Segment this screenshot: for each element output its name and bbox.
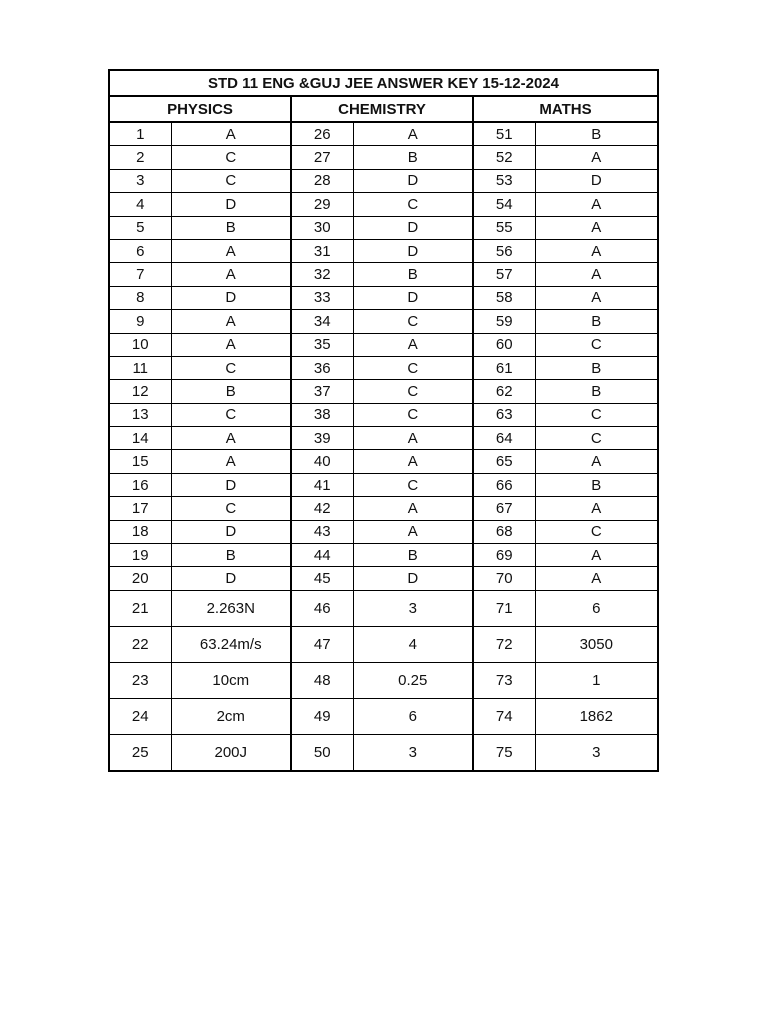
table-row [109, 216, 658, 239]
maths-answer: A [535, 193, 658, 216]
maths-answer: C [535, 520, 658, 543]
maths-question-number: 55 [473, 216, 535, 239]
table-row [109, 403, 658, 426]
table-row [109, 169, 658, 192]
maths-question-number: 53 [473, 169, 535, 192]
table-row [109, 662, 658, 698]
physics-question-number: 6 [109, 239, 171, 262]
maths-answer: B [535, 473, 658, 496]
chemistry-question-number: 48 [291, 662, 353, 698]
chemistry-question-number: 41 [291, 473, 353, 496]
physics-question-number: 12 [109, 380, 171, 403]
chemistry-question-number: 44 [291, 544, 353, 567]
maths-question-number: 74 [473, 698, 535, 734]
answer-key-table [108, 69, 659, 772]
maths-question-number: 71 [473, 590, 535, 626]
chemistry-answer: D [353, 567, 473, 590]
physics-question-number: 11 [109, 356, 171, 379]
table-row [109, 520, 658, 543]
physics-answer: A [171, 310, 291, 333]
maths-question-number: 59 [473, 310, 535, 333]
physics-question-number: 7 [109, 263, 171, 286]
chemistry-answer: 3 [353, 734, 473, 771]
maths-question-number: 51 [473, 122, 535, 146]
physics-answer: D [171, 286, 291, 309]
maths-question-number: 68 [473, 520, 535, 543]
table-row [109, 380, 658, 403]
physics-question-number: 5 [109, 216, 171, 239]
physics-question-number: 23 [109, 662, 171, 698]
chemistry-answer: C [353, 380, 473, 403]
table-row [109, 473, 658, 496]
maths-question-number: 73 [473, 662, 535, 698]
physics-question-number: 19 [109, 544, 171, 567]
physics-question-number: 16 [109, 473, 171, 496]
maths-answer: 1862 [535, 698, 658, 734]
maths-answer: B [535, 310, 658, 333]
maths-answer: 3050 [535, 626, 658, 662]
maths-answer: B [535, 122, 658, 146]
chemistry-answer: 0.25 [353, 662, 473, 698]
physics-question-number: 1 [109, 122, 171, 146]
physics-question-number: 20 [109, 567, 171, 590]
chemistry-question-number: 47 [291, 626, 353, 662]
maths-answer: B [535, 380, 658, 403]
maths-question-number: 57 [473, 263, 535, 286]
table-row [109, 427, 658, 450]
physics-answer: 200J [171, 734, 291, 771]
physics-question-number: 25 [109, 734, 171, 771]
physics-answer: B [171, 380, 291, 403]
maths-answer: A [535, 239, 658, 262]
answer-body [109, 122, 658, 771]
table-row [109, 734, 658, 771]
physics-answer: B [171, 216, 291, 239]
physics-question-number: 2 [109, 146, 171, 169]
maths-answer: A [535, 567, 658, 590]
maths-question-number: 62 [473, 380, 535, 403]
physics-question-number: 24 [109, 698, 171, 734]
chemistry-question-number: 30 [291, 216, 353, 239]
maths-question-number: 66 [473, 473, 535, 496]
maths-answer: C [535, 427, 658, 450]
maths-answer: D [535, 169, 658, 192]
table-row [109, 356, 658, 379]
physics-answer: C [171, 146, 291, 169]
table-row [109, 497, 658, 520]
physics-answer: A [171, 122, 291, 146]
chemistry-question-number: 27 [291, 146, 353, 169]
chemistry-question-number: 35 [291, 333, 353, 356]
physics-question-number: 18 [109, 520, 171, 543]
maths-question-number: 64 [473, 427, 535, 450]
physics-answer: D [171, 193, 291, 216]
maths-answer: A [535, 450, 658, 473]
physics-answer: D [171, 520, 291, 543]
chemistry-answer: 4 [353, 626, 473, 662]
chemistry-question-number: 37 [291, 380, 353, 403]
table-row [109, 193, 658, 216]
chemistry-question-number: 50 [291, 734, 353, 771]
chemistry-question-number: 45 [291, 567, 353, 590]
document-title: STD 11 ENG &GUJ JEE ANSWER KEY 15-12-2024 [109, 70, 658, 96]
chemistry-answer: A [353, 497, 473, 520]
table-row [109, 698, 658, 734]
chemistry-answer: C [353, 473, 473, 496]
chemistry-answer: A [353, 450, 473, 473]
physics-answer: D [171, 567, 291, 590]
section-header-row [109, 96, 658, 122]
maths-answer: 3 [535, 734, 658, 771]
title-row [109, 70, 658, 96]
maths-question-number: 54 [473, 193, 535, 216]
physics-question-number: 21 [109, 590, 171, 626]
table-row [109, 544, 658, 567]
physics-answer: A [171, 450, 291, 473]
chemistry-answer: C [353, 310, 473, 333]
chemistry-answer: D [353, 286, 473, 309]
chemistry-answer: 3 [353, 590, 473, 626]
physics-question-number: 8 [109, 286, 171, 309]
maths-question-number: 60 [473, 333, 535, 356]
maths-answer: A [535, 216, 658, 239]
chemistry-question-number: 46 [291, 590, 353, 626]
table-row [109, 146, 658, 169]
maths-answer: A [535, 544, 658, 567]
physics-answer: 2.263N [171, 590, 291, 626]
chemistry-answer: C [353, 403, 473, 426]
physics-answer: A [171, 239, 291, 262]
physics-answer: B [171, 544, 291, 567]
physics-answer: A [171, 333, 291, 356]
physics-question-number: 15 [109, 450, 171, 473]
section-header-chemistry: CHEMISTRY [291, 96, 473, 122]
maths-question-number: 61 [473, 356, 535, 379]
maths-question-number: 65 [473, 450, 535, 473]
chemistry-question-number: 33 [291, 286, 353, 309]
maths-question-number: 75 [473, 734, 535, 771]
chemistry-question-number: 43 [291, 520, 353, 543]
maths-answer: C [535, 403, 658, 426]
chemistry-answer: A [353, 333, 473, 356]
chemistry-answer: B [353, 263, 473, 286]
chemistry-answer: C [353, 356, 473, 379]
chemistry-answer: D [353, 239, 473, 262]
table-row [109, 333, 658, 356]
maths-question-number: 58 [473, 286, 535, 309]
table-row [109, 626, 658, 662]
chemistry-question-number: 36 [291, 356, 353, 379]
chemistry-answer: A [353, 520, 473, 543]
chemistry-question-number: 31 [291, 239, 353, 262]
table-row [109, 263, 658, 286]
physics-question-number: 17 [109, 497, 171, 520]
maths-question-number: 63 [473, 403, 535, 426]
physics-question-number: 13 [109, 403, 171, 426]
chemistry-question-number: 28 [291, 169, 353, 192]
section-header-physics: PHYSICS [109, 96, 291, 122]
maths-question-number: 72 [473, 626, 535, 662]
physics-answer: D [171, 473, 291, 496]
chemistry-answer: B [353, 544, 473, 567]
maths-answer: 1 [535, 662, 658, 698]
chemistry-answer: D [353, 169, 473, 192]
section-header-maths: MATHS [473, 96, 658, 122]
physics-question-number: 3 [109, 169, 171, 192]
maths-question-number: 52 [473, 146, 535, 169]
maths-question-number: 56 [473, 239, 535, 262]
physics-question-number: 14 [109, 427, 171, 450]
physics-question-number: 9 [109, 310, 171, 333]
physics-answer: 10cm [171, 662, 291, 698]
chemistry-answer: A [353, 427, 473, 450]
chemistry-question-number: 26 [291, 122, 353, 146]
chemistry-question-number: 39 [291, 427, 353, 450]
table-row [109, 239, 658, 262]
chemistry-answer: A [353, 122, 473, 146]
chemistry-question-number: 38 [291, 403, 353, 426]
physics-answer: 63.24m/s [171, 626, 291, 662]
chemistry-answer: 6 [353, 698, 473, 734]
physics-question-number: 10 [109, 333, 171, 356]
maths-question-number: 70 [473, 567, 535, 590]
physics-answer: C [171, 169, 291, 192]
maths-answer: A [535, 146, 658, 169]
table-row [109, 310, 658, 333]
chemistry-question-number: 34 [291, 310, 353, 333]
maths-answer: A [535, 263, 658, 286]
physics-answer: 2cm [171, 698, 291, 734]
table-row [109, 286, 658, 309]
chemistry-question-number: 32 [291, 263, 353, 286]
physics-question-number: 22 [109, 626, 171, 662]
table-row [109, 122, 658, 146]
maths-question-number: 67 [473, 497, 535, 520]
maths-answer: C [535, 333, 658, 356]
maths-question-number: 69 [473, 544, 535, 567]
physics-answer: C [171, 403, 291, 426]
chemistry-answer: B [353, 146, 473, 169]
chemistry-question-number: 29 [291, 193, 353, 216]
physics-answer: C [171, 356, 291, 379]
maths-answer: B [535, 356, 658, 379]
chemistry-question-number: 40 [291, 450, 353, 473]
chemistry-question-number: 42 [291, 497, 353, 520]
physics-answer: A [171, 427, 291, 450]
maths-answer: 6 [535, 590, 658, 626]
maths-answer: A [535, 497, 658, 520]
physics-answer: C [171, 497, 291, 520]
table-row [109, 567, 658, 590]
physics-question-number: 4 [109, 193, 171, 216]
table-row [109, 590, 658, 626]
physics-answer: A [171, 263, 291, 286]
chemistry-question-number: 49 [291, 698, 353, 734]
chemistry-answer: D [353, 216, 473, 239]
chemistry-answer: C [353, 193, 473, 216]
maths-answer: A [535, 286, 658, 309]
table-row [109, 450, 658, 473]
